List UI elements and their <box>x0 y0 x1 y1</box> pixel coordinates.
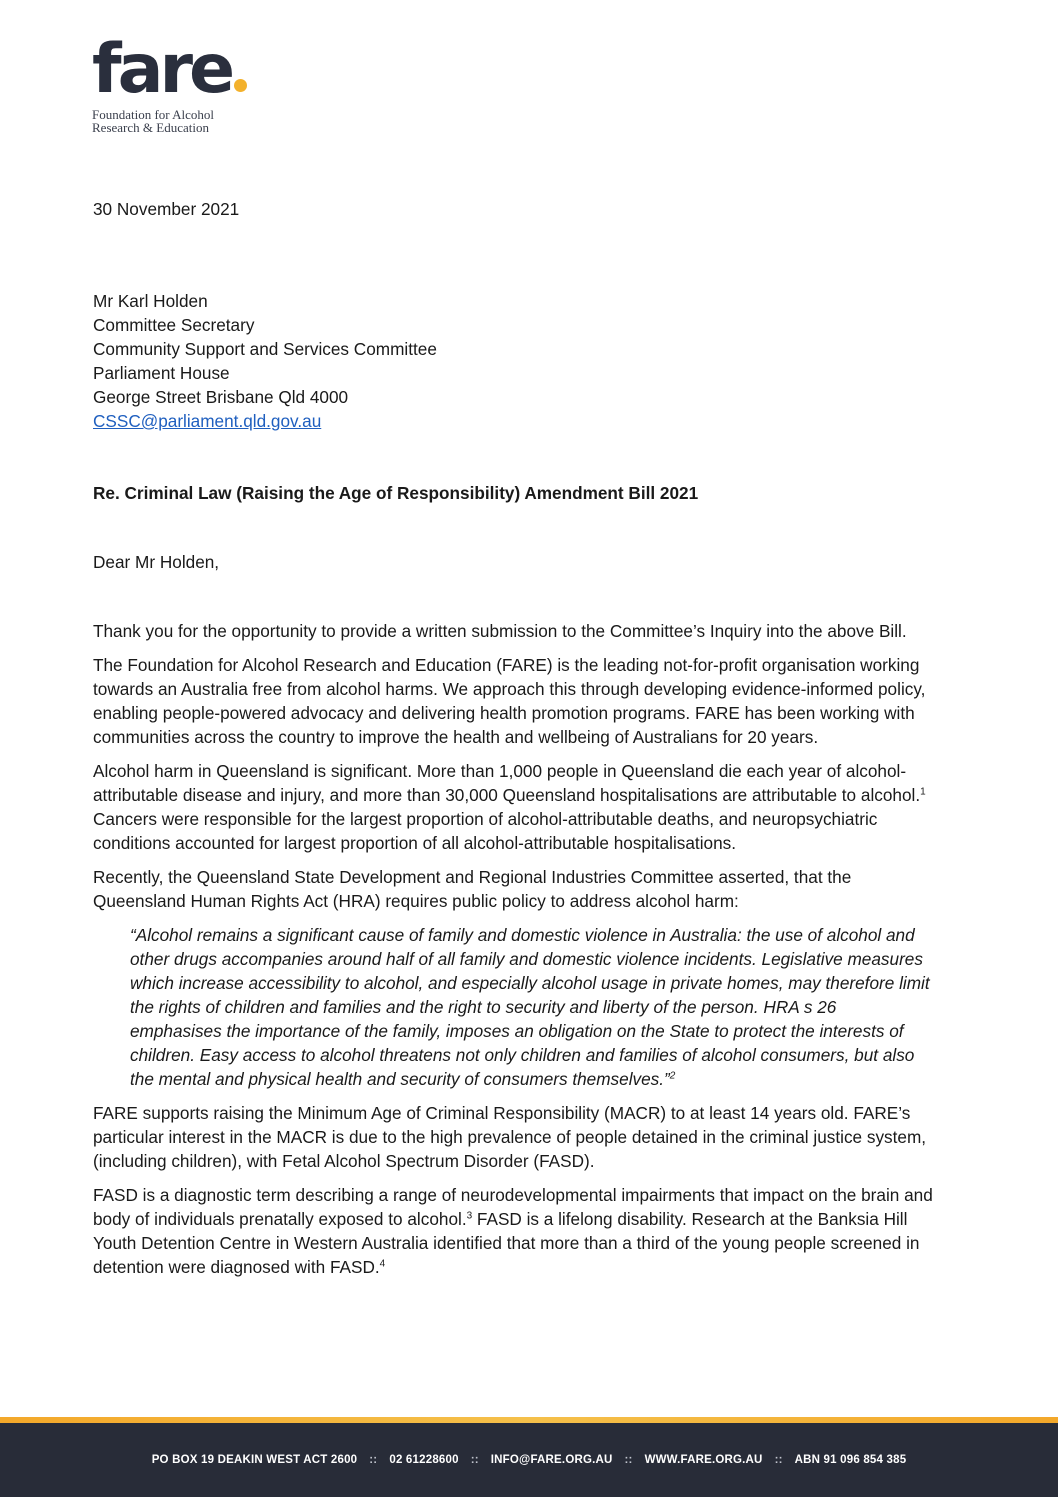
footer-phone: 02 61228600 <box>389 1454 459 1466</box>
paragraph-alcohol-harm <box>93 759 933 855</box>
paragraph-intro: Thank you for the opportunity to provide a written submission to the Committee’s Inquiry into the above Bill. <box>93 621 907 641</box>
paragraph-about-fare: The Foundation for Alcohol Research and Education (FARE) is the leading not-for-profit organisation working towards an Australia free from alcohol harms. We approach this through developing evidence-informed policy, enabling people-powered advocacy and delivering health promotion programs. FARE has been working with communities across the country to improve the health and wellbeing of Australians for 20 years. <box>93 655 926 747</box>
footer-separator: :: <box>369 1454 378 1466</box>
letter-body <box>93 619 933 1289</box>
recipient-street: George Street Brisbane Qld 4000 <box>93 387 349 407</box>
block-quote <box>130 923 932 1091</box>
footnote-ref-3[interactable]: 3 <box>466 1210 473 1222</box>
logo-tagline <box>92 108 247 134</box>
recipient-address <box>93 289 933 433</box>
footer-email[interactable]: INFO@FARE.ORG.AU <box>490 1454 613 1466</box>
footer-separator: :: <box>774 1454 783 1466</box>
recipient-committee: Community Support and Services Committee <box>93 339 437 359</box>
paragraph-macr: FARE supports raising the Minimum Age of Criminal Responsibility (MACR) to at least 14 years old. FARE’s particular interest in the MACR is due to the high prevalence of people detained in the criminal justice system, (including children), with Fetal Alcohol Spectrum Disorder (FASD). <box>93 1103 927 1171</box>
paragraph-fasd-text-b: FASD is a lifelong disability. Research at the Banksia Hill Youth Detention Centre in Western Australia identified that more than a third of the young people screened in detention were diagnosed with FASD. <box>93 1209 920 1277</box>
fare-logo <box>92 30 247 135</box>
logo-dot-icon <box>234 79 247 92</box>
paragraph-fasd-text-a: FASD is a diagnostic term describing a range of neurodevelopmental impairments that impact on the brain and body of individuals prenatally exposed to alcohol. <box>93 1185 933 1229</box>
footer-bar <box>0 1423 1058 1497</box>
footer-po-box: PO BOX 19 DEAKIN WEST ACT 2600 <box>151 1454 358 1466</box>
logo-tagline-line1: Foundation for Alcohol <box>92 107 215 122</box>
logo-wordmark: fare <box>92 30 232 109</box>
footer-separator: :: <box>470 1454 479 1466</box>
block-quote-text: “Alcohol remains a significant cause of family and domestic violence in Australia: the use of alcohol and other drugs accompanies around half of all family and domestic violence incidents. Legislative measures which increase accessibility to alcohol, and especially alcohol usage in private homes, may therefore limit the rights of children and families and the right to security and liberty of the person. HRA s 26 emphasises the importance of the family, imposes an obligation on the State to protect the interests of children. Easy access to alcohol threatens not only children and families of alcohol consumers, but also the mental and physical health and security of consumers themselves.” <box>130 925 930 1089</box>
footer-separator: :: <box>624 1454 633 1466</box>
footnote-ref-1[interactable]: 1 <box>920 786 926 798</box>
recipient-title: Committee Secretary <box>93 315 255 335</box>
logo-tagline-line2: Research & Education <box>92 120 209 135</box>
paragraph-hra: Recently, the Queensland State Development and Regional Industries Committee asserted, that the Queensland Human Rights Act (HRA) requires public policy to address alcohol harm: <box>93 867 852 911</box>
paragraph-fasd <box>93 1183 933 1279</box>
letter-date: 30 November 2021 <box>93 199 240 219</box>
footnote-ref-4[interactable]: 4 <box>379 1258 386 1270</box>
footer-website[interactable]: WWW.FARE.ORG.AU <box>644 1454 763 1466</box>
recipient-building: Parliament House <box>93 363 230 383</box>
recipient-email-link[interactable]: CSSC@parliament.qld.gov.au <box>93 411 322 431</box>
footer-abn: ABN 91 096 854 385 <box>794 1454 907 1466</box>
paragraph-alcohol-harm-text-a: Alcohol harm in Queensland is significant. More than 1,000 people in Queensland die each year of alcohol-attributable disease and injury, and more than 30,000 Queensland hospitalisations are attributable to alcohol. <box>93 761 921 805</box>
recipient-name: Mr Karl Holden <box>93 291 208 311</box>
paragraph-alcohol-harm-text-b: Cancers were responsible for the largest proportion of alcohol-attributable deaths, and neuropsychiatric conditions accounted for largest proportion of all alcohol-attributable hospitalisations. <box>93 809 878 853</box>
footnote-ref-2[interactable]: 2 <box>669 1070 676 1082</box>
letter-subject: Re. Criminal Law (Raising the Age of Responsibility) Amendment Bill 2021 <box>93 483 699 503</box>
salutation: Dear Mr Holden, <box>93 552 220 572</box>
